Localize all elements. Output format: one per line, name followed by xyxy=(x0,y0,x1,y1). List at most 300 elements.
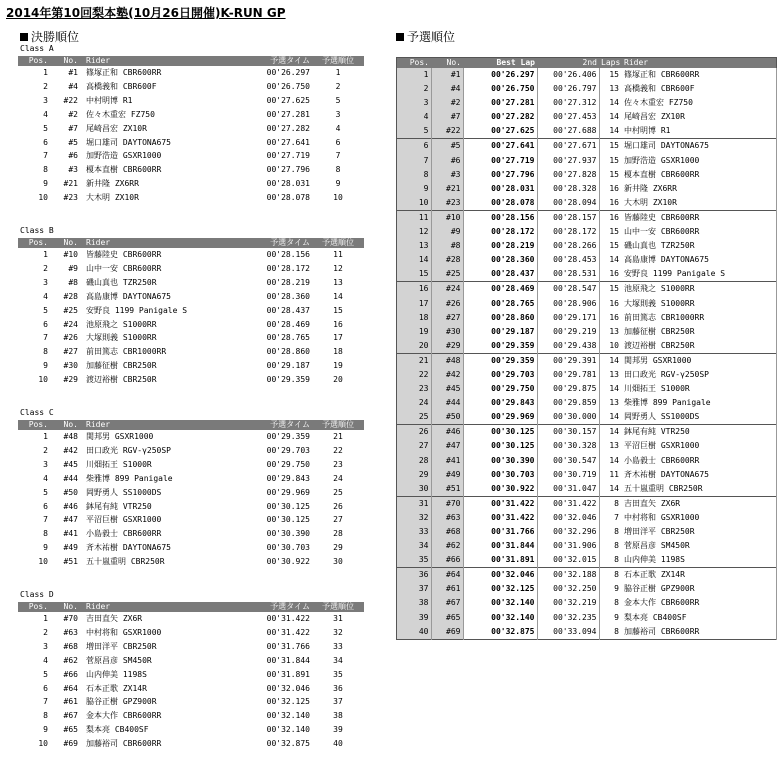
second-lap-cell: 00'32.046 xyxy=(537,511,599,525)
position-cell: 18 xyxy=(397,311,432,325)
rider-machine-cell: 梨本亮 CB400SF xyxy=(86,725,149,735)
best-lap-cell: 00'31.844 xyxy=(463,539,537,553)
rider-machine-cell: 小島毅士 CBR600RR xyxy=(86,529,162,539)
car-number-cell: #7 xyxy=(431,110,463,124)
qualifying-rank-cell: 7 xyxy=(335,151,341,161)
car-number-cell: #42 xyxy=(63,445,78,455)
table-row xyxy=(397,539,777,553)
column-header: Pos. xyxy=(18,602,50,612)
qualifying-rank-cell: 20 xyxy=(333,375,343,385)
best-lap-cell: 00'31.422 xyxy=(463,496,537,511)
rider-machine-cell: 柴雅博 899 Panigale xyxy=(621,396,777,410)
second-lap-cell: 00'27.671 xyxy=(537,139,599,154)
qualifying-rank-cell: 40 xyxy=(333,739,343,749)
laps-cell: 13 xyxy=(609,441,619,451)
position-cell: 10 xyxy=(38,193,48,203)
second-lap-cell: 00'29.171 xyxy=(537,311,599,325)
car-number-cell: #26 xyxy=(63,333,78,343)
qualifying-rank-cell: 33 xyxy=(333,641,343,651)
laps-cell: 15 xyxy=(609,70,619,79)
rider-machine-cell: 岡野勇人 SS1000DS xyxy=(86,487,162,497)
rider-machine-cell: 吉田直矢 ZX6R xyxy=(86,614,143,623)
laps-cell: 8 xyxy=(599,496,621,511)
qualifying-rank-cell: 5 xyxy=(335,95,341,105)
car-number-cell: #49 xyxy=(431,468,463,482)
car-number-cell: #30 xyxy=(63,361,78,371)
position-cell: 29 xyxy=(397,468,432,482)
rider-machine-cell: 佐々木重宏 FZ750 xyxy=(621,96,777,110)
table-row xyxy=(397,425,777,440)
table-row xyxy=(18,108,364,122)
table-row xyxy=(18,248,364,262)
position-cell: 5 xyxy=(43,305,48,315)
car-number-cell: #61 xyxy=(63,697,78,707)
column-header: Rider xyxy=(621,58,777,69)
column-header: 予選タイム xyxy=(238,420,312,430)
car-number-cell: #24 xyxy=(63,319,78,329)
position-cell: 5 xyxy=(43,123,48,133)
best-lap-cell: 00'29.359 xyxy=(463,339,537,354)
column-header: 予選タイム xyxy=(238,238,312,248)
table-row xyxy=(397,439,777,453)
position-cell: 3 xyxy=(43,277,48,287)
table-row xyxy=(397,196,777,211)
table-row xyxy=(18,682,364,696)
position-cell: 10 xyxy=(38,739,48,749)
best-lap-cell: 00'28.172 xyxy=(463,225,537,239)
car-number-cell: #67 xyxy=(63,711,78,721)
table-row xyxy=(18,626,364,640)
table-row xyxy=(18,94,364,108)
qualifying-rank-cell: 23 xyxy=(333,459,343,469)
car-number-cell: #51 xyxy=(431,482,463,497)
laps-cell: 15 xyxy=(609,241,619,251)
car-number-cell: #22 xyxy=(63,95,78,105)
position-cell: 21 xyxy=(397,353,432,368)
car-number-cell: #23 xyxy=(63,193,78,203)
rider-machine-cell: 脇谷正樹 GPZ900R xyxy=(86,697,157,707)
laps-cell: 14 xyxy=(599,425,621,440)
column-header: Pos. xyxy=(18,420,50,430)
position-cell: 9 xyxy=(43,725,48,735)
car-number-cell: #25 xyxy=(431,267,463,282)
second-lap-cell: 00'32.235 xyxy=(537,611,599,625)
position-cell: 2 xyxy=(43,263,48,273)
table-row xyxy=(397,596,777,610)
position-cell: 2 xyxy=(43,445,48,455)
column-header: 予選順位 xyxy=(312,602,364,612)
position-cell: 8 xyxy=(43,347,48,357)
car-number-cell: #63 xyxy=(63,627,78,637)
qualifying-rank-cell: 22 xyxy=(333,445,343,455)
table-header-row xyxy=(18,56,364,66)
table-row xyxy=(397,525,777,539)
qualifying-rank-cell: 14 xyxy=(333,291,343,301)
position-cell: 7 xyxy=(397,154,432,168)
rider-machine-cell: 柴雅博 899 Panigale xyxy=(86,473,173,483)
qualifying-time-cell: 00'32.140 xyxy=(266,711,310,721)
rider-machine-cell: 鉢尾有純 VTR250 xyxy=(621,425,777,440)
laps-cell: 8 xyxy=(614,555,619,565)
best-lap-cell: 00'31.891 xyxy=(463,553,537,568)
table-row xyxy=(397,511,777,525)
qualifying-rank-cell: 35 xyxy=(333,669,343,679)
second-lap-cell: 00'33.094 xyxy=(537,625,599,640)
qualifying-rank-cell: 16 xyxy=(333,319,343,329)
table-row xyxy=(18,149,364,163)
second-lap-cell: 00'28.094 xyxy=(537,196,599,211)
second-lap-cell: 00'32.219 xyxy=(537,596,599,610)
table-header-row xyxy=(397,58,777,69)
laps-cell: 16 xyxy=(599,210,621,225)
table-row xyxy=(397,454,777,468)
position-cell: 7 xyxy=(43,515,48,525)
position-cell: 11 xyxy=(397,210,432,225)
qualifying-rank-cell: 37 xyxy=(333,697,343,707)
second-lap-cell: 00'27.937 xyxy=(537,154,599,168)
position-cell: 3 xyxy=(43,459,48,469)
position-cell: 10 xyxy=(397,196,432,211)
rider-machine-cell: 大木明 ZX10R xyxy=(621,196,777,211)
laps-cell: 14 xyxy=(609,255,619,265)
table-row xyxy=(18,373,364,387)
best-lap-cell: 00'29.843 xyxy=(463,396,537,410)
rider-machine-cell: 大塚則義 S1000RR xyxy=(621,297,777,311)
position-cell: 5 xyxy=(43,669,48,679)
qualifying-time-cell: 00'27.719 xyxy=(266,151,310,161)
position-cell: 40 xyxy=(397,625,432,640)
table-row xyxy=(397,339,777,354)
qualifying-time-cell: 00'29.843 xyxy=(266,473,310,483)
class-results-table xyxy=(18,420,364,569)
table-row xyxy=(397,368,777,382)
second-lap-cell: 00'30.547 xyxy=(537,454,599,468)
car-number-cell: #8 xyxy=(431,239,463,253)
laps-cell: 14 xyxy=(599,353,621,368)
car-number-cell: #51 xyxy=(63,557,78,567)
position-cell: 14 xyxy=(397,253,432,267)
qualifying-table xyxy=(396,57,777,640)
column-header: Pos. xyxy=(18,56,50,66)
car-number-cell: #25 xyxy=(63,305,78,315)
rider-machine-cell: 榎本直樹 CBR600RR xyxy=(86,165,162,175)
table-row xyxy=(18,136,364,150)
qualifying-rank-cell: 18 xyxy=(333,347,343,357)
position-cell: 33 xyxy=(397,525,432,539)
rider-machine-cell: 金本大作 CBR600RR xyxy=(621,596,777,610)
column-header: Laps xyxy=(601,58,621,67)
table-row xyxy=(397,182,777,196)
qualifying-rank-cell: 25 xyxy=(333,487,343,497)
table-row xyxy=(18,640,364,654)
rider-machine-cell: 榎本直樹 CBR600RR xyxy=(621,168,777,182)
car-number-cell: #28 xyxy=(63,291,78,301)
position-cell: 1 xyxy=(43,432,48,441)
rider-machine-cell: 関邦男 GSXR1000 xyxy=(86,432,154,441)
table-row xyxy=(18,430,364,444)
qualifying-time-cell: 00'27.796 xyxy=(266,165,310,175)
position-cell: 9 xyxy=(43,543,48,553)
rider-machine-cell: 関邦男 GSXR1000 xyxy=(621,353,777,368)
second-lap-cell: 00'32.015 xyxy=(537,553,599,568)
table-row xyxy=(397,124,777,139)
qualifying-time-cell: 00'26.750 xyxy=(266,81,310,91)
qualifying-time-cell: 00'28.860 xyxy=(266,347,310,357)
rider-machine-cell: 佐々木重宏 FZ750 xyxy=(86,109,155,119)
car-number-cell: #41 xyxy=(431,454,463,468)
table-row xyxy=(397,82,777,96)
best-lap-cell: 00'32.046 xyxy=(463,568,537,583)
qualifying-time-cell: 00'31.766 xyxy=(266,641,310,651)
car-number-cell: #6 xyxy=(68,151,78,161)
rider-machine-cell: 金本大作 CBR600RR xyxy=(86,711,162,721)
best-lap-cell: 00'30.390 xyxy=(463,454,537,468)
rider-machine-cell: 池原飛之 S1000RR xyxy=(621,282,777,297)
table-row xyxy=(397,553,777,568)
rider-machine-cell: 加野浩造 GSXR1000 xyxy=(621,154,777,168)
rider-machine-cell: 中村将和 GSXR1000 xyxy=(621,511,777,525)
car-number-cell: #67 xyxy=(431,596,463,610)
rider-machine-cell: 前田篤志 CBR1000RR xyxy=(86,347,167,357)
best-lap-cell: 00'29.969 xyxy=(463,410,537,425)
table-row xyxy=(18,612,364,626)
column-header: 2nd xyxy=(537,58,599,69)
qualifying-time-cell: 00'32.125 xyxy=(266,697,310,707)
table-header-row xyxy=(18,420,364,430)
position-cell: 6 xyxy=(43,683,48,693)
position-cell: 8 xyxy=(43,711,48,721)
laps-cell: 16 xyxy=(609,197,619,207)
qualifying-rank-cell: 32 xyxy=(333,627,343,637)
laps-cell: 7 xyxy=(614,512,619,522)
car-number-cell: #69 xyxy=(431,625,463,640)
table-row xyxy=(397,568,777,583)
car-number-cell: #1 xyxy=(68,68,78,77)
best-lap-cell: 00'28.360 xyxy=(463,253,537,267)
qualifying-rank-cell: 29 xyxy=(333,543,343,553)
rider-machine-cell: 平沼巨樹 GSXR1000 xyxy=(621,439,777,453)
laps-cell: 8 xyxy=(614,598,619,608)
qualifying-time-cell: 00'30.390 xyxy=(266,529,310,539)
car-number-cell: #21 xyxy=(431,182,463,196)
best-lap-cell: 00'30.125 xyxy=(463,439,537,453)
second-lap-cell: 00'31.047 xyxy=(537,482,599,497)
laps-cell: 13 xyxy=(609,326,619,336)
best-lap-cell: 00'30.125 xyxy=(463,425,537,440)
rider-machine-cell: 池原飛之 S1000RR xyxy=(86,319,157,329)
best-lap-cell: 00'29.750 xyxy=(463,382,537,396)
position-cell: 16 xyxy=(397,282,432,297)
rider-machine-cell: 渡辺裕樹 CBR250R xyxy=(86,375,157,385)
class-label: Class A xyxy=(20,44,54,53)
best-lap-cell: 00'29.187 xyxy=(463,325,537,339)
qualifying-rank-cell: 3 xyxy=(335,109,341,119)
qualifying-time-cell: 00'32.046 xyxy=(266,683,310,693)
car-number-cell: #62 xyxy=(63,655,78,665)
qualifying-rank-cell: 26 xyxy=(333,501,343,511)
second-lap-cell: 00'27.828 xyxy=(537,168,599,182)
second-lap-cell: 00'31.422 xyxy=(537,496,599,511)
qualifying-time-cell: 00'28.765 xyxy=(266,333,310,343)
column-header: 予選順位 xyxy=(312,56,364,66)
position-cell: 4 xyxy=(43,655,48,665)
table-row xyxy=(397,482,777,497)
best-lap-cell: 00'28.437 xyxy=(463,267,537,282)
car-number-cell: #28 xyxy=(431,253,463,267)
rider-machine-cell: 斉木祐樹 DAYTONA675 xyxy=(86,543,171,553)
second-lap-cell: 00'29.391 xyxy=(537,353,599,368)
position-cell: 39 xyxy=(397,611,432,625)
qualifying-time-cell: 00'26.297 xyxy=(266,68,310,77)
column-header: No. xyxy=(431,58,463,69)
rider-machine-cell: 加藤征樹 CBR250R xyxy=(621,325,777,339)
car-number-cell: #27 xyxy=(63,347,78,357)
car-number-cell: #50 xyxy=(63,487,78,497)
qualifying-time-cell: 00'28.437 xyxy=(266,305,310,315)
best-lap-cell: 00'28.765 xyxy=(463,297,537,311)
position-cell: 6 xyxy=(43,501,48,511)
qualifying-rank-cell: 12 xyxy=(333,263,343,273)
rider-machine-cell: 皆藤陸史 CBR600RR xyxy=(86,250,162,259)
car-number-cell: #64 xyxy=(63,683,78,693)
qualifying-rank-cell: 27 xyxy=(333,515,343,525)
car-number-cell: #68 xyxy=(431,525,463,539)
car-number-cell: #9 xyxy=(431,225,463,239)
column-header: Rider xyxy=(80,420,238,430)
column-header: Rider xyxy=(80,56,238,66)
table-row xyxy=(18,122,364,136)
position-cell: 4 xyxy=(397,110,432,124)
car-number-cell: #27 xyxy=(431,311,463,325)
table-row xyxy=(397,582,777,596)
car-number-cell: #65 xyxy=(431,611,463,625)
laps-cell: 8 xyxy=(599,568,621,583)
position-cell: 31 xyxy=(397,496,432,511)
position-cell: 36 xyxy=(397,568,432,583)
column-header: 予選順位 xyxy=(312,238,364,248)
table-row xyxy=(397,496,777,511)
position-cell: 8 xyxy=(397,168,432,182)
second-lap-cell: 00'30.719 xyxy=(537,468,599,482)
second-lap-cell: 00'27.453 xyxy=(537,110,599,124)
qualifying-time-cell: 00'27.282 xyxy=(266,123,310,133)
final-results-heading: 決勝順位 xyxy=(20,28,79,45)
rider-machine-cell: 山内伸美 1198S xyxy=(621,553,777,568)
rider-machine-cell: 尾崎昌宏 ZX10R xyxy=(86,123,147,133)
car-number-cell: #42 xyxy=(431,368,463,382)
column-header: Pos. xyxy=(18,238,50,248)
second-lap-cell: 00'27.312 xyxy=(537,96,599,110)
position-cell: 4 xyxy=(43,109,48,119)
qualifying-time-cell: 00'31.844 xyxy=(266,655,310,665)
rider-machine-cell: 加藤裕司 CBR600RR xyxy=(86,739,162,749)
best-lap-cell: 00'28.860 xyxy=(463,311,537,325)
laps-cell: 14 xyxy=(609,384,619,394)
rider-machine-cell: 田口政光 RGV-γ250SP xyxy=(621,368,777,382)
rider-machine-cell: 増田洋平 CBR250R xyxy=(86,641,157,651)
qualifying-rank-cell: 13 xyxy=(333,277,343,287)
table-row xyxy=(18,177,364,191)
table-row xyxy=(18,163,364,177)
qualifying-time-cell: 00'30.922 xyxy=(266,557,310,567)
qualifying-rank-cell: 38 xyxy=(333,711,343,721)
class-label: Class C xyxy=(20,408,54,417)
rider-machine-cell: 中村明博 R1 xyxy=(621,124,777,139)
car-number-cell: #49 xyxy=(63,543,78,553)
car-number-cell: #45 xyxy=(431,382,463,396)
car-number-cell: #5 xyxy=(431,139,463,154)
position-cell: 32 xyxy=(397,511,432,525)
laps-cell: 14 xyxy=(609,483,619,493)
table-row xyxy=(18,555,364,569)
best-lap-cell: 00'32.125 xyxy=(463,582,537,596)
best-lap-cell: 00'31.422 xyxy=(463,511,537,525)
car-number-cell: #29 xyxy=(63,375,78,385)
best-lap-cell: 00'27.625 xyxy=(463,124,537,139)
position-cell: 22 xyxy=(397,368,432,382)
position-cell: 26 xyxy=(397,425,432,440)
qualifying-time-cell: 00'28.219 xyxy=(266,277,310,287)
position-cell: 34 xyxy=(397,539,432,553)
laps-cell: 10 xyxy=(609,340,619,350)
table-row xyxy=(18,541,364,555)
car-number-cell: #70 xyxy=(63,614,78,623)
table-row xyxy=(18,723,364,737)
car-number-cell: #10 xyxy=(431,210,463,225)
qualifying-time-cell: 00'28.172 xyxy=(266,263,310,273)
table-row xyxy=(18,668,364,682)
laps-cell: 14 xyxy=(609,112,619,122)
second-lap-cell: 00'28.266 xyxy=(537,239,599,253)
second-lap-cell: 00'26.406 xyxy=(537,68,599,82)
table-row xyxy=(397,396,777,410)
rider-machine-cell: 岡野勇人 SS1000DS xyxy=(621,410,777,425)
table-row xyxy=(18,304,364,318)
laps-cell: 15 xyxy=(609,155,619,165)
rider-machine-cell: 新井隆 ZX6RR xyxy=(621,182,777,196)
table-row xyxy=(397,625,777,640)
column-header: Pos. xyxy=(397,58,432,69)
rider-machine-cell: 増田洋平 CBR250R xyxy=(621,525,777,539)
second-lap-cell: 00'27.688 xyxy=(537,124,599,139)
qualifying-rank-cell: 4 xyxy=(335,123,341,133)
rider-machine-cell: 五十嵐重明 CBR250R xyxy=(621,482,777,497)
car-number-cell: #26 xyxy=(431,297,463,311)
second-lap-cell: 00'29.781 xyxy=(537,368,599,382)
second-lap-cell: 00'32.296 xyxy=(537,525,599,539)
qualifying-time-cell: 00'28.360 xyxy=(266,291,310,301)
rider-machine-cell: 斉木祐樹 DAYTONA675 xyxy=(621,468,777,482)
car-number-cell: #30 xyxy=(431,325,463,339)
qualifying-rank-cell: 17 xyxy=(333,333,343,343)
rider-machine-cell: 加藤征樹 CBR250R xyxy=(86,361,157,371)
laps-cell: 15 xyxy=(599,282,621,297)
position-cell: 7 xyxy=(43,151,48,161)
car-number-cell: #46 xyxy=(63,501,78,511)
car-number-cell: #3 xyxy=(68,165,78,175)
qualifying-time-cell: 00'27.281 xyxy=(266,109,310,119)
position-cell: 38 xyxy=(397,596,432,610)
second-lap-cell: 00'28.172 xyxy=(537,225,599,239)
position-cell: 4 xyxy=(43,291,48,301)
qualifying-time-cell: 00'28.469 xyxy=(266,319,310,329)
square-bullet-icon xyxy=(396,33,404,41)
table-row xyxy=(18,527,364,541)
table-row xyxy=(397,154,777,168)
position-cell: 6 xyxy=(43,319,48,329)
best-lap-cell: 00'29.359 xyxy=(463,353,537,368)
table-row xyxy=(18,737,364,751)
